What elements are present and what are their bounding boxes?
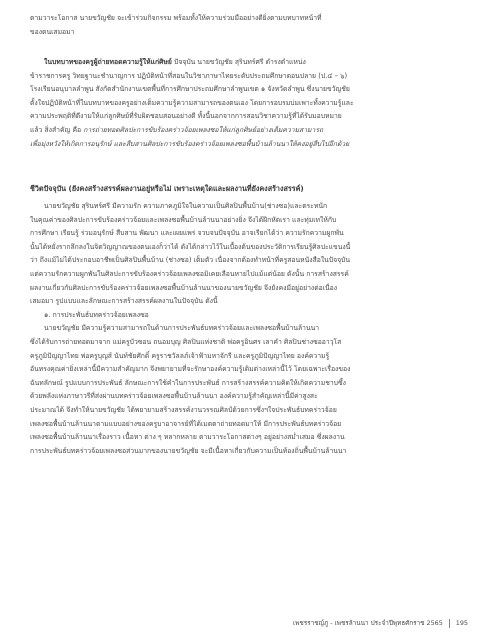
teacher-role-paragraph	[30, 56, 468, 151]
page-number: 195	[455, 619, 468, 627]
text-line: ตามวาระโอกาส นายขวัญชัย จะเข้าร่วมกิจกรรม พร้อมทั้งให้ความร่วมมืออย่างดียิ่งตามบทบาทหน้าที่	[30, 14, 322, 22]
intro-paragraph	[30, 12, 468, 39]
text-line: ด้วยพลังแห่งภาษาวรีที่ส่งผ่านบทคร่าวจ้อยเพลงซอพื้นบ้านล้านนา องค์ความรู้สำคัญเหล่านี้มีค่าสูงสะ	[30, 392, 318, 401]
text-line: การประพันธ์บทคร่าวจ้อยเพลงซอส่วนมากของนายขวัญชัย จะมีเนื้อหาเกี่ยวกับความเป็นท้องถิ่นพื้นบ้านล้านนา	[30, 446, 347, 455]
text-line: โรงเรียนอนุบาลลำพูน สังกัดสำนักงานเขตพื้นที่การศึกษาประถมศึกษาลำพูนเขต ๑ จังหวัดลำพูน ซึ่งนายขวัญชัย	[30, 85, 350, 94]
text-line: เพื่อมุ่งหวังให้เกิดการอนุรักษ์ และสืบสานศิลปะการขับร้องคร่าวจ้อยเพลงซอพื้นบ้านล้านนาให้คงอยู่สืบไปอีกด้วย	[30, 139, 350, 148]
text-line: ประมาณได้ จึงทำให้นายขวัญชัย ได้พยายามสร้างสรรค์งานวรรณศิลป์ด้วยการซึ่งฯใจประพันธ์บทคร่าวจ้อย	[30, 405, 337, 414]
text-fragment: ปัจจุบัน นายขวัญชัย สุรินทร์ศรี ดำรงตำแหน่ง	[171, 58, 306, 66]
footer-divider	[449, 619, 450, 628]
page-footer	[30, 618, 468, 630]
teacher-role-heading: ในบทบาทของครูผู้ถ่ายทอดความรู้ให้แก่ศิษย์	[44, 58, 172, 66]
text-line: ฉันทลักษณ์ รูปแบบการประพันธ์ ลักษณะการใช้คำในการประพันธ์ การสร้างสรรค์ความคิดให้เกิดความชาบซึ้ง	[30, 378, 346, 387]
text-line: ว่า ถึงแม้ไม่ได้ประกอบอาชีพเป็นศิลปินพื้นบ้าน (ช่างซอ) เต็มตัว เนื่องจากต้องทำหน้าที่ครูสอนหนังสือในปัจจุบัน	[30, 256, 351, 265]
text-line	[30, 56, 468, 70]
text-line: ตั้งใจปฏิบัติหน้าที่ในบทบาทของครูอย่างเต็มความรู้ความสามารถของตนเอง โดยการอบรมบ่มเพาะทั้งความรู้และ	[30, 98, 354, 107]
text-line: อันทรงคุณค่ายิ่งเหล่านี้มีความสำคัญมาก จึงพยายามที่จะรักษาองค์ความรู้เดิมต่างเหล่านี้ไว้ โดยเฉพาะเรื่องของ	[30, 365, 351, 374]
text-fragment: แล้ว สิ่งสำคัญ คือ	[30, 125, 84, 134]
italic-emphasis: การถ่ายทอดศิลปะการขับร้องคร่าวจ้อยเพลงซอให้แก่ลูกศิษย์อย่างเต็มความสามารถ	[83, 125, 324, 134]
text-line: ครูภูมิปัญญาไทย พ่อครูบุญส์ นันท์ชัยศักดิ์ ครูราชวัลลภ์เจ้าฟ้ามหาจักรี และครูภูมิปัญญาไทย องค์ความรู้	[30, 351, 330, 360]
section-heading: ชีวิตปัจจุบัน (ยังคงสร้างสรรค์ผลงานอยู่หรือไม่ เพราะเหตุใดและผลงานที่ยังคงสร้างสรรค์)	[30, 184, 304, 193]
subsection-heading: ๑. การประพันธ์บทคร่าวจ้อยเพลงซอ	[44, 310, 149, 319]
text-line: เพลงซอพื้นบ้านล้านนาตามแบบอย่างของครูบาอาจารย์ที่ได้เมตตาถ่ายทอดมาให้ มีการประพันธ์บทคร่าวจ้อย	[30, 419, 342, 428]
text-line: แต่ความรักความผูกพันในศิลปะการขับร้องคร่าวจ้อยเพลงซอมิเคยเลือนหายไปแม้แต่น้อย ดังนั้น การสร้างสรรค์	[30, 269, 349, 278]
text-line: ผลงานเกี่ยวกับศิลปะการขับร้องคร่าวจ้อยเพลงซอพื้นบ้านล้านนาของนายขวัญชัย จึงยังคงมีอยู่อย่างต่อเนื่อง	[30, 283, 338, 292]
text-line: ความประพฤติที่ดีงามให้แก่ลูกศิษย์ที่รับผิดชอบสอนอย่างดี ทั้งนี้นอกจากการสอนวิชาความรู้ที่ได้รับมอบหมาย	[30, 112, 342, 121]
text-line	[30, 124, 468, 138]
text-line: นายขวัญชัย มีความรู้ความสามารถในด้านการประพันธ์บทคร่าวจ้อยและเพลงซอพื้นบ้านล้านนา	[44, 324, 320, 333]
current-life-paragraph	[30, 200, 468, 458]
text-line: การศึกษา เรียนรู้ ร่วมอนุรักษ์ สืบสาน พัฒนา และเผยแพร่ จวบจนปัจจุบัน อาจเรียกได้ว่า ความรักความผูกพัน	[30, 229, 344, 238]
text-line: ซึ่งได้รับการถ่ายทอดมาจาก แม่ครูบัวซอน ถนอมบุญ ศิลปินแห่งชาติ พ่อครูอินศร เลาคำ ศิลปินช่างซออาวุโส	[30, 337, 342, 346]
text-line: นั้นได้หยั่งรากลึกลงในจิตวิญญาณของตนเองก็ว่าได้ ดังได้กล่าวไว้ในเบื้องต้นของประวัติการเรียนรู้ศิลปะแขนงนี้	[30, 242, 351, 251]
text-line: ข้าราชการครู วิทยฐานะชำนาญการ ปฏิบัติหน้าที่สอนในวิชาภาษาไทยระดับประถมศึกษาตอนปลาย (ป.๔ – ๖)	[30, 71, 348, 80]
text-line: เพลงซอพื้นบ้านล้านนาเรื่องราว เนื้อหา ต่าง ๆ หลากหลาย ตามวาระโอกาสต่างๆ อยู่อย่างสม่ำเสมอ ซึ่งผลงาน	[30, 433, 345, 442]
text-line: เสมอมา รูปแบบและลักษณะการสร้างสรรค์ผลงานในปัจจุบัน ดังนี้	[30, 297, 218, 306]
text-line: ของตนเสมอมา	[30, 27, 75, 36]
text-line: นายขวัญชัย สุรินทร์ศรี มีความรัก ความภาคภูมิใจในความเป็นศิลปินพื้นบ้าน(ช่างซอ)และตระหนัก	[44, 202, 328, 210]
footer-title: เพชรราชญ์ภู - เพชรล้านนา ประจำปีพุทธศักราช 2565	[293, 619, 443, 627]
text-line: ในคุณค่าของศิลปะการขับร้องคร่าวจ้อยและเพลงซอพื้นบ้านล้านนาอย่างยิ่ง จึงได้ฝึกหัดเรา และทุ่มเทให้กับ	[30, 215, 337, 224]
